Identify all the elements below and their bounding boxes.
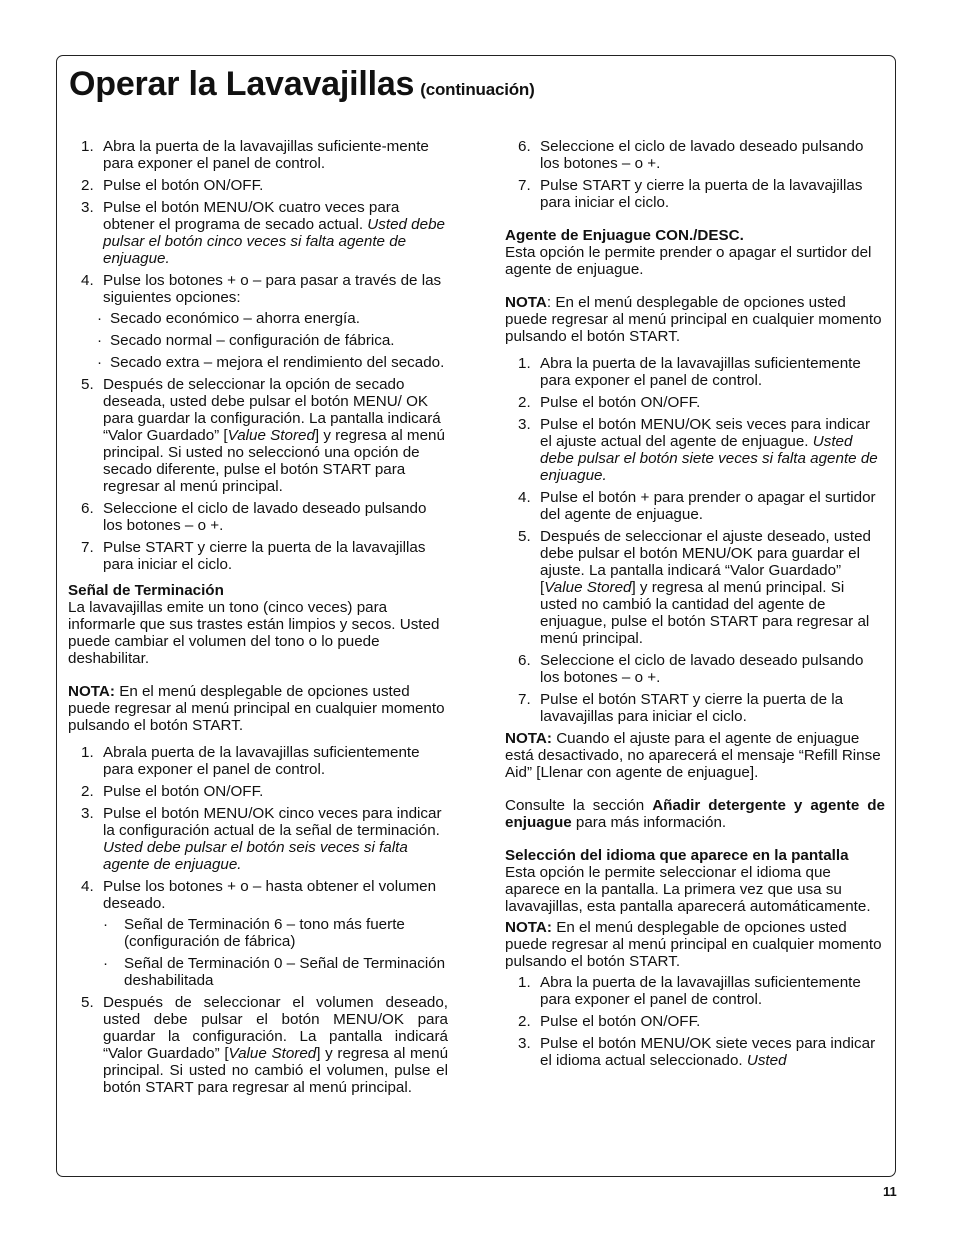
option-item: · Señal de Terminación 6 – tono más fuerte (configuración de fábrica) [103,916,448,950]
dry-steps-continued-list [505,138,885,211]
list-item: 3. Pulse el botón MENU/OK seis veces para indicar el ajuste actual del agente de enjuague. Usted debe pulsar el botón siete veces si falta agente de enjuague. [505,416,885,484]
rinse-section [505,227,885,345]
signal-section [68,582,448,734]
language-section [505,847,885,970]
list-item: 4. Pulse el botón + para prender o apagar el surtidor del agente de enjuague. [505,489,885,523]
list-item: 1. Abrala puerta de la lavavajillas suficientemente para exponer el panel de control. [68,744,448,778]
option-item: · Secado extra – mejora el rendimiento del secado. [103,354,448,371]
section-heading: Selección del idioma que aparece en la pantalla [505,847,849,864]
list-item: 5. Después de seleccionar la opción de secado deseada, usted debe pulsar el botón MENU/ OK para guardar la configuración. La pantalla indicará “Valor Guardado” [Value Stored] y regresa al menú principal. Si usted no seleccionó una opción de secado diferente, pulse el botón START para regresar al menú principal. [68,376,448,495]
list-item: 7. Pulse START y cierre la puerta de la lavavajillas para iniciar el ciclo. [505,177,885,211]
page-subtitle: (continuación) [420,80,535,99]
section-heading: Agente de Enjuague CON./DESC. [505,227,744,244]
list-item: 4. Pulse los botones + o – hasta obtener el volumen deseado. · Señal de Terminación 6 – tono más fuerte (configuración de fábrica) · Señal de Terminación 0 – Señal de Terminación deshabilitada [68,878,448,989]
list-item: 6. Seleccione el ciclo de lavado deseado pulsando los botones – o +. [505,652,885,686]
list-item: 3. Pulse el botón MENU/OK siete veces para indicar el idioma actual seleccionado. Usted [505,1035,885,1069]
page-title: Operar la Lavavajillas (continuación) [69,65,535,103]
language-steps-list [505,974,885,1069]
section-body: La lavavajillas emite un tono (cinco veces) para informarle que sus trastes están limpios y secos. Usted puede cambiar el volumen del tono o lo puede deshabilitar. [68,599,440,667]
section-body: Esta opción le permite prender o apagar el surtidor del agente de enjuague. [505,244,872,278]
dry-options-list [103,310,448,371]
list-item: 2. Pulse el botón ON/OFF. [505,394,885,411]
section-heading: Señal de Terminación [68,582,224,599]
list-item: 1. Abra la puerta de la lavavajillas suficiente-mente para exponer el panel de control. [68,138,448,172]
option-item: · Secado económico – ahorra energía. [103,310,448,327]
list-item: 6. Seleccione el ciclo de lavado deseado pulsando los botones – o +. [68,500,448,534]
list-item: 1. Abra la puerta de la lavavajillas suficientemente para exponer el panel de control. [505,355,885,389]
note: NOTA: En el menú desplegable de opciones usted puede regresar al menú principal en cualquier momento pulsando el botón START. [505,919,882,970]
option-item: · Señal de Terminación 0 – Señal de Terminación deshabilitada [103,955,448,989]
list-item: 7. Pulse el botón START y cierre la puerta de la lavavajillas para iniciar el ciclo. [505,691,885,725]
list-item: 1. Abra la puerta de la lavavajillas suficientemente para exponer el panel de control. [505,974,885,1008]
note: NOTA: En el menú desplegable de opciones usted puede regresar al menú principal en cualquier momento pulsando el botón START. [68,683,445,734]
list-item: 2. Pulse el botón ON/OFF. [68,177,448,194]
section-body: Esta opción le permite seleccionar el idioma que aparece en la pantalla. La primera vez que usa su lavavajillas, esta pantalla aparecerá automáticamente. [505,864,871,915]
right-column [505,138,885,1074]
list-item: 5. Después de seleccionar el volumen deseado, usted debe pulsar el botón MENU/OK para guardar la configuración. La pantalla indicará “Valor Guardado” [Value Stored] y regresa al menú principal. Si usted no cambió el volumen, pulse el botón START para regresar al menú principal. [68,994,448,1096]
list-item: 5. Después de seleccionar el ajuste deseado, usted debe pulsar el botón MENU/OK para guardar el ajuste. La pantalla indicará “Valor Guardado” [Value Stored] y regresa al menú principal. Si usted no cambió la cantidad del agente de enjuague, pulse el botón START para regresar al menú principal. [505,528,885,647]
note: NOTA: En el menú desplegable de opciones usted puede regresar al menú principal en cualquier momento pulsando el botón START. [505,294,882,345]
left-column [68,138,448,1101]
note: NOTA: Cuando el ajuste para el agente de enjuague está desactivado, no aparecerá el mensaje “Refill Rinse Aid” [Llenar con agente de enjuague]. [505,730,881,781]
list-item: 6. Seleccione el ciclo de lavado deseado pulsando los botones – o +. [505,138,885,172]
list-item: 7. Pulse START y cierre la puerta de la lavavajillas para iniciar el ciclo. [68,539,448,573]
consult-note: Consulte la sección Añadir detergente y agente de enjuague para más información. [505,797,885,831]
list-item: 3. Pulse el botón MENU/OK cinco veces para indicar la configuración actual de la señal de terminación. Usted debe pulsar el botón seis veces si falta agente de enjuague. [68,805,448,873]
list-item: 2. Pulse el botón ON/OFF. [505,1013,885,1030]
page-number: 11 [883,1184,897,1199]
list-item: 2. Pulse el botón ON/OFF. [68,783,448,800]
volume-options-list [103,916,448,989]
signal-steps-list [68,744,448,1096]
dry-steps-list [68,138,448,573]
rinse-steps-list [505,355,885,725]
option-item: · Secado normal – configuración de fábrica. [103,332,448,349]
list-item: 3. Pulse el botón MENU/OK cuatro veces para obtener el programa de secado actual. Usted debe pulsar el botón cinco veces si falta agente de enjuague. [68,199,448,267]
list-item: 4. Pulse los botones + o – para pasar a través de las siguientes opciones: · Secado económico – ahorra energía. · Secado normal – configuración de fábrica. · Secado extra – mejora el rendimiento del secado. [68,272,448,371]
